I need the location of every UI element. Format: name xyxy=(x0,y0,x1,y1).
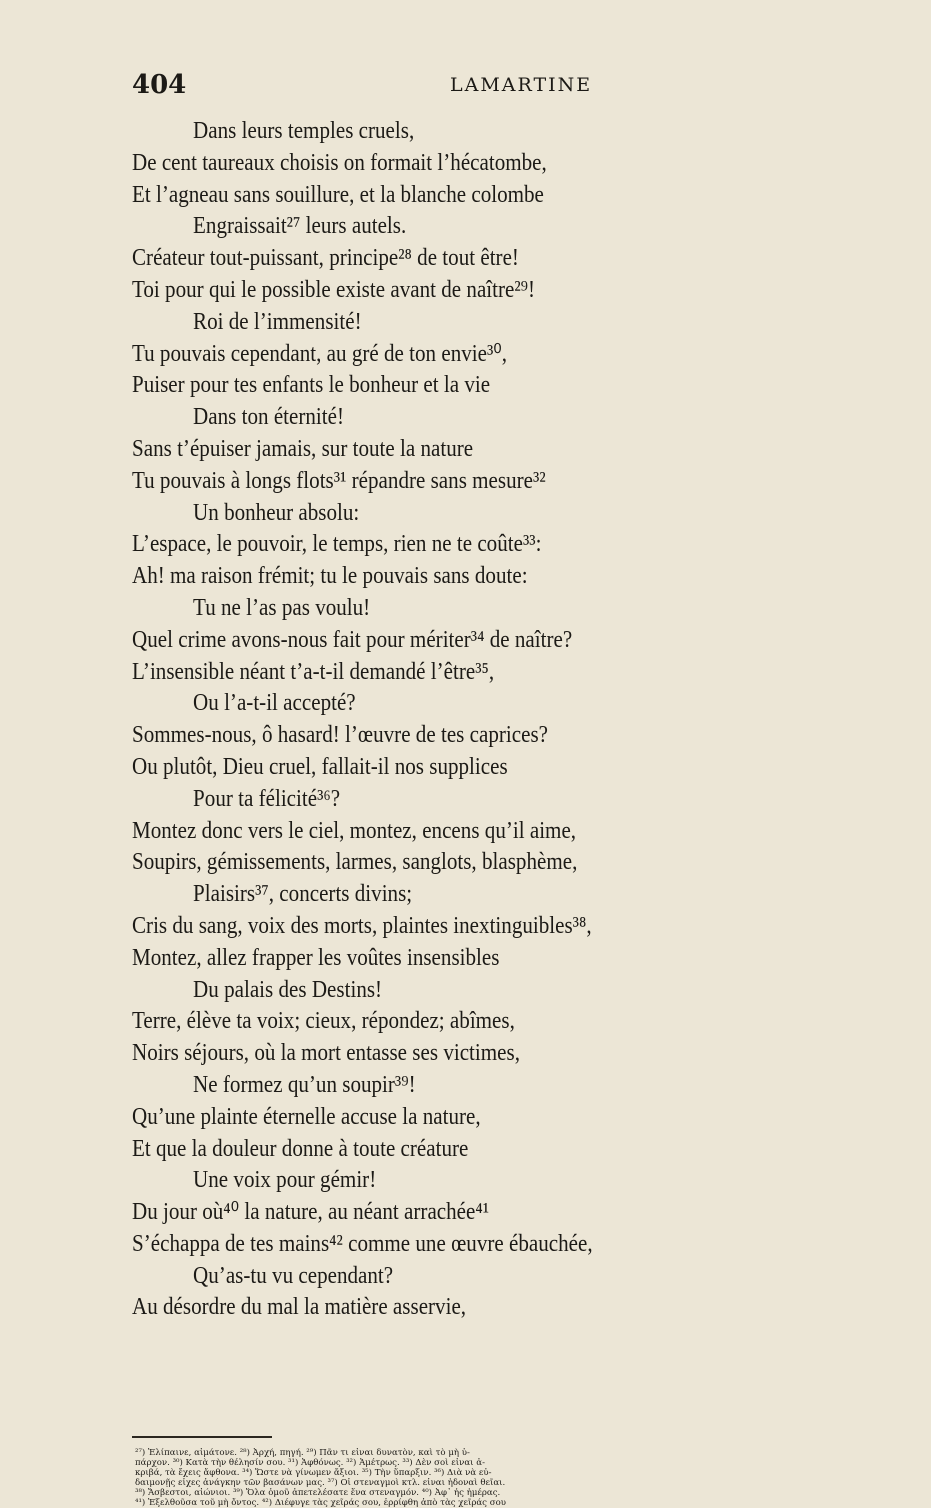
page-header xyxy=(132,70,772,104)
poem-line: Un bonheur absolu: xyxy=(193,498,360,526)
poem-line: Du palais des Destins! xyxy=(193,975,383,1003)
poem-line: Et que la douleur donne à toute créature xyxy=(132,1134,469,1162)
poem-line: Terre, élève ta voix; cieux, répondez; abîmes, xyxy=(132,1007,515,1035)
running-head: LAMARTINE xyxy=(450,74,593,96)
footnote-rule xyxy=(132,1436,272,1438)
poem-line: Et l’agneau sans souillure, et la blanche colombe xyxy=(132,180,544,208)
poem-line: Une voix pour gémir! xyxy=(193,1166,377,1194)
poem-line: Quel crime avons-nous fait pour mériter³⁴ de naître? xyxy=(132,625,573,653)
poem-line: Ne formez qu’un soupir³⁹! xyxy=(193,1070,416,1098)
poem-line: Qu’une plainte éternelle accuse la nature, xyxy=(132,1102,481,1130)
poem-line: Puiser pour tes enfants le bonheur et la vie xyxy=(132,371,491,399)
footnote-line: πάρχον. ³⁰) Κατὰ τὴν θέλησίν σου. ³¹) Ἀφθόνως. ³²) Ἀμέτρως. ³³) Δὲν σοὶ εἶναι ἀ- xyxy=(135,1458,485,1468)
footnote-line: ⁴¹) Ἐξελθοῦσα τοῦ μὴ ὄντος. ⁴²) Διέφυγε τὰς χεῖράς σου, ἐρρίφθη ἀπὸ τὰς χεῖράς σου xyxy=(135,1498,506,1508)
poem-line: Sommes-nous, ô hasard! l’œuvre de tes caprices? xyxy=(132,721,549,749)
poem-line: De cent taureaux choisis on formait l’hécatombe, xyxy=(132,148,547,176)
poem-line: Ah! ma raison frémit; tu le pouvais sans doute: xyxy=(132,562,528,590)
footnote-line: ²⁷) Ἐλίπαινε, αἱμάτονε. ²⁸) Ἀρχή, πηγή. ²⁹) Πᾶν τι εἶναι δυνατὸν, καὶ τὸ μὴ ὑ- xyxy=(135,1448,470,1458)
poem-line: Dans leurs temples cruels, xyxy=(193,117,415,144)
footnote-line: ³⁸) Ἄσβεστοι, αἰώνιοι. ³⁹) Ὅλα ὁμοῦ ἀπετελέσατε ἕνα στεναγμόν. ⁴⁰) Ἀφ᾽ ἧς ἡμέρας. xyxy=(135,1488,501,1498)
poem-line: Soupirs, gémissements, larmes, sanglots, blasphème, xyxy=(132,848,578,876)
poem-line: Créateur tout-puissant, principe²⁸ de tout être! xyxy=(132,244,519,272)
footnote-line: κριβά, τὰ ἔχεις ἄφθονα. ³⁴) Ὥστε νὰ γίνωμεν ἄξιοι. ³⁵) Τὴν ὕπαρξιν. ³⁶) Διὰ νὰ εὐ- xyxy=(135,1468,492,1478)
poem-line: Tu pouvais à longs flots³¹ répandre sans mesure³² xyxy=(132,466,546,494)
poem-line: Dans ton éternité! xyxy=(193,403,345,431)
poem-line: Ou plutôt, Dieu cruel, fallait-il nos supplices xyxy=(132,752,508,780)
poem-line: Qu’as-tu vu cependant? xyxy=(193,1261,394,1289)
poem-line: Plaisirs³⁷, concerts divins; xyxy=(193,880,413,908)
poem-line: Pour ta félicité³⁶? xyxy=(193,784,341,812)
poem-line: Au désordre du mal la matière asservie, xyxy=(132,1293,467,1321)
poem-line: Sans t’épuiser jamais, sur toute la nature xyxy=(132,434,474,462)
poem-line: Montez donc vers le ciel, montez, encens qu’il aime, xyxy=(132,816,577,844)
poem-line: Toi pour qui le possible existe avant de naître²⁹! xyxy=(132,275,536,303)
poem-line: S’échappa de tes mains⁴² comme une œuvre ébauchée, xyxy=(132,1229,593,1257)
poem-body xyxy=(132,115,772,1323)
page-number: 404 xyxy=(132,70,187,100)
poem-line: Engraissait²⁷ leurs autels. xyxy=(193,212,407,240)
poem-line: L’insensible néant t’a-t-il demandé l’être³⁵, xyxy=(132,657,495,685)
footnote-line: δαιμονῇς εἶχες ἀνάγκην τῶν βασάνων μας. ³⁷) Οἱ στεναγμοὶ κτλ. εἶναι ἡδοναὶ θεῖαι. xyxy=(135,1478,506,1488)
poem-line: Roi de l’immensité! xyxy=(193,307,362,335)
poem-line: Tu ne l’as pas voulu! xyxy=(193,593,371,621)
poem-line: Noirs séjours, où la mort entasse ses victimes, xyxy=(132,1039,520,1067)
poem-line: Tu pouvais cependant, au gré de ton envie³⁰, xyxy=(132,339,508,367)
poem-line: L’espace, le pouvoir, le temps, rien ne te coûte³³: xyxy=(132,530,542,558)
poem-line: Ou l’a-t-il accepté? xyxy=(193,689,356,717)
footnotes xyxy=(135,1448,895,1508)
poem-line: Cris du sang, voix des morts, plaintes inextinguibles³⁸, xyxy=(132,911,592,939)
poem-line: Montez, allez frapper les voûtes insensibles xyxy=(132,943,500,971)
poem-line: Du jour où⁴⁰ la nature, au néant arrachée⁴¹ xyxy=(132,1198,490,1226)
